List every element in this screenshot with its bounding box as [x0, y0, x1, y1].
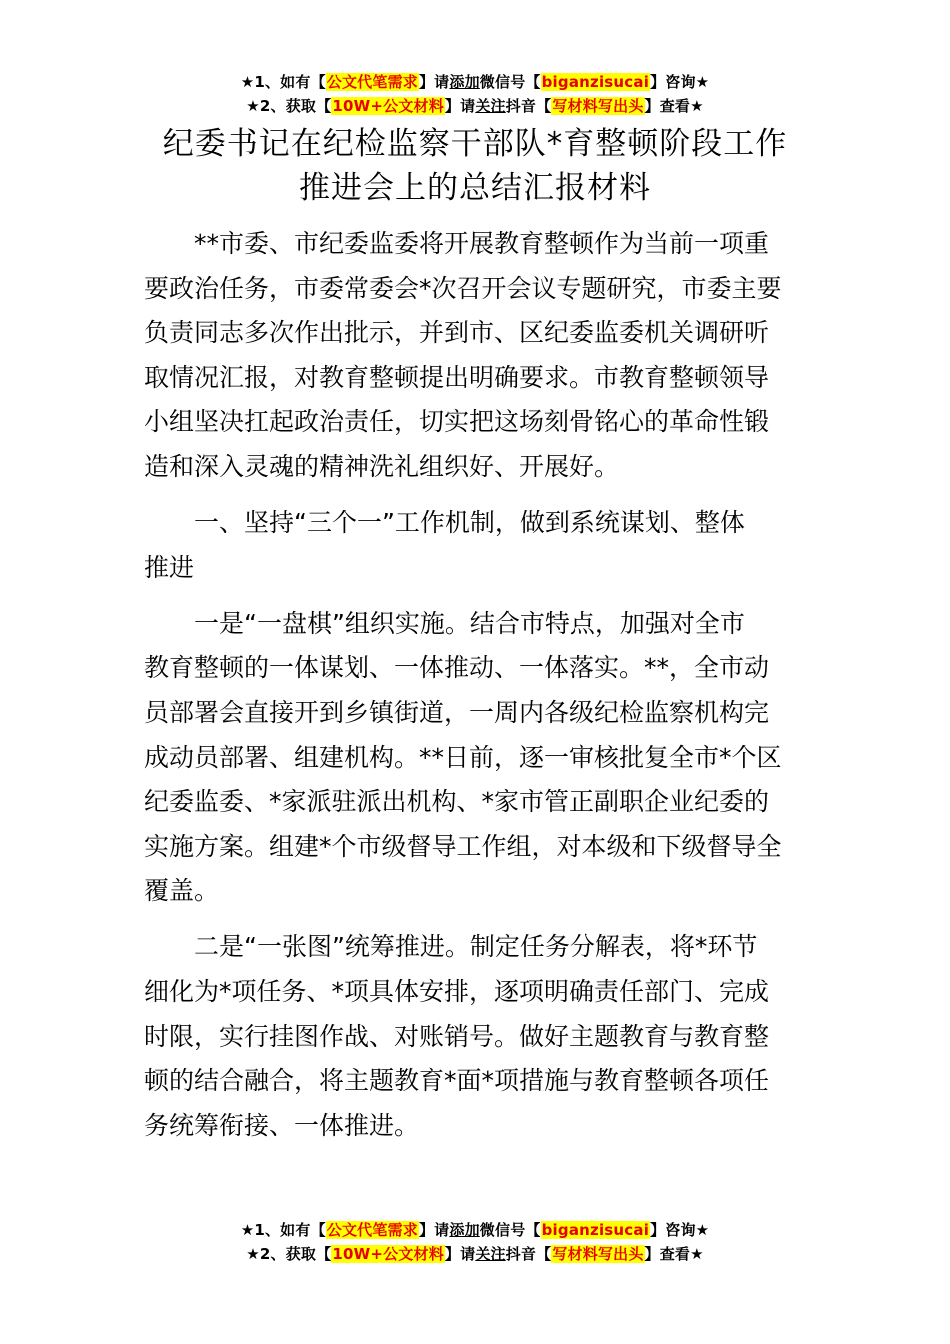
promo-text: ★1、如有【 — [240, 73, 326, 91]
promo-underlined: 添加 — [449, 73, 480, 91]
paragraph-line: 一、坚持“三个一”工作机制，做到系统谋划、整体 — [194, 508, 745, 538]
promo-underlined: 添加 — [449, 1221, 480, 1239]
paragraph-line: 务统筹衔接、一体推进。 — [144, 1110, 420, 1140]
promo-text: 】请 — [418, 73, 450, 91]
promo-text: ★2、获取【 — [246, 97, 332, 115]
promo-line-1 — [0, 70, 950, 94]
promo-text: ★1、如有【 — [240, 1221, 326, 1239]
promo-line-1 — [0, 1218, 950, 1242]
paragraph-line: 细化为*项任务、*项具体安排，逐项明确责任部门、完成 — [144, 977, 770, 1006]
promo-highlight: 10W+公文材料 — [332, 1245, 444, 1263]
promo-text: 】查看★ — [644, 1245, 704, 1263]
paragraph-line: 顿的结合融合，将主题教育*面*项措施与教育整顿各项任 — [144, 1066, 770, 1096]
promo-text: 】请 — [444, 97, 476, 115]
promo-line-2 — [0, 94, 950, 118]
promo-text: 抖音【 — [505, 1245, 552, 1263]
paragraph-line: 实施方案。组建*个市级督导工作组，对本级和下级督导全 — [144, 831, 782, 861]
document-title — [0, 122, 950, 210]
body-paragraph — [144, 925, 808, 1148]
paragraph-line: 二是“一张图”统筹推进。制定任务分解表，将*环节 — [194, 932, 758, 962]
promo-text: 微信号【 — [479, 1221, 541, 1239]
body-paragraph — [144, 602, 808, 914]
promo-text: ★2、获取【 — [246, 1245, 332, 1263]
paragraph-line: **市委、市纪委监委将开展教育整顿作为当前一项重 — [194, 229, 770, 258]
promo-douyin-id: 写材料写出头 — [552, 1245, 644, 1263]
promo-douyin-id: 写材料写出头 — [552, 97, 644, 115]
document-body — [144, 222, 808, 1160]
paragraph-line: 一是“一盘棋”组织实施。结合市特点，加强对全市 — [194, 608, 745, 638]
paragraph-line: 造和深入灵魂的精神洗礼组织好、开展好。 — [144, 451, 620, 481]
promo-text: 】咨询★ — [650, 73, 710, 91]
paragraph-line: 要政治任务，市委常委会*次召开会议专题研究，市委主要 — [144, 273, 782, 303]
body-paragraph — [144, 501, 808, 590]
paragraph-line: 成动员部署、组建机构。**日前，逐一审核批复全市*个区 — [144, 742, 782, 772]
promo-line-2 — [0, 1242, 950, 1266]
body-paragraph — [144, 222, 808, 490]
paragraph-line: 小组坚决扛起政治责任，切实把这场刻骨铭心的革命性锻 — [144, 407, 770, 437]
promo-underlined: 关注 — [475, 1245, 506, 1263]
paragraph-line: 教育整顿的一体谋划、一体推动、一体落实。**，全市动 — [144, 653, 770, 683]
title-line-1: 纪委书记在纪检监察干部队*育整顿阶段工作 — [162, 126, 788, 162]
promo-wechat-id: biganzisucai — [541, 73, 650, 91]
header-promo — [0, 70, 950, 118]
promo-text: 抖音【 — [505, 97, 552, 115]
promo-highlight: 10W+公文材料 — [332, 97, 444, 115]
promo-text: 】请 — [444, 1245, 476, 1263]
promo-highlight: 公文代笔需求 — [326, 73, 418, 91]
promo-wechat-id: biganzisucai — [541, 1221, 650, 1239]
promo-highlight: 公文代笔需求 — [326, 1221, 418, 1239]
promo-text: 】查看★ — [644, 97, 704, 115]
paragraph-line: 覆盖。 — [144, 876, 220, 906]
promo-text: 】请 — [418, 1221, 450, 1239]
paragraph-line: 负责同志多次作出批示，并到市、区纪委监委机关调研听 — [144, 318, 770, 348]
promo-text: 微信号【 — [479, 73, 541, 91]
promo-underlined: 关注 — [475, 97, 506, 115]
title-line-2: 推进会上的总结汇报材料 — [299, 170, 651, 206]
footer-promo — [0, 1218, 950, 1266]
paragraph-line: 时限，实行挂图作战、对账销号。做好主题教育与教育整 — [144, 1021, 770, 1051]
paragraph-line: 纪委监委、*家派驻派出机构、*家市管正副职企业纪委的 — [144, 787, 770, 817]
paragraph-line: 推进 — [144, 552, 195, 582]
promo-text: 】咨询★ — [650, 1221, 710, 1239]
paragraph-line: 员部署会直接开到乡镇街道，一周内各级纪检监察机构完 — [144, 697, 770, 727]
paragraph-line: 取情况汇报，对教育整顿提出明确要求。市教育整顿领导 — [144, 362, 770, 392]
